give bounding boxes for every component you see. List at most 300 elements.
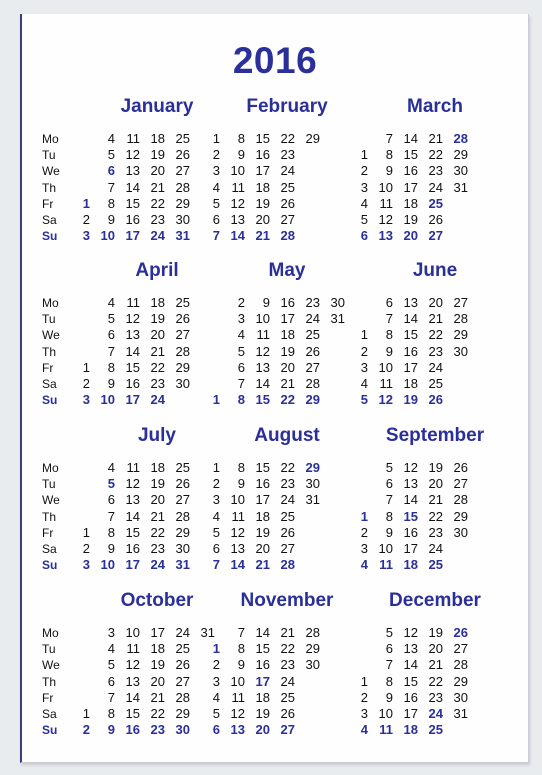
- day-cell: 12: [230, 706, 245, 721]
- day-cell: 28: [280, 228, 295, 244]
- day-cell: 27: [280, 541, 295, 556]
- day-cell: 21: [280, 625, 295, 640]
- day-cell: 20: [428, 476, 443, 492]
- day-cell: 19: [150, 147, 165, 163]
- day-cell: 5: [107, 657, 115, 673]
- day-cell: 4: [212, 689, 220, 705]
- day-cell: 29: [305, 392, 320, 408]
- day-cell: 27: [175, 163, 190, 179]
- day-cell: 5: [107, 311, 115, 327]
- day-cell: 28: [175, 179, 190, 195]
- day-cell: 13: [403, 641, 418, 657]
- day-cell: 14: [125, 508, 140, 524]
- day-label-tu: Tu: [42, 312, 56, 327]
- day-cell: 29: [453, 327, 468, 343]
- day-cell: 1: [212, 641, 220, 657]
- day-cell: 5: [107, 476, 115, 492]
- day-cell: 11: [231, 179, 245, 195]
- day-cell: 2: [212, 147, 220, 163]
- day-cell: 25: [428, 376, 443, 391]
- day-cell: 30: [453, 689, 468, 705]
- day-cell: 8: [107, 524, 115, 540]
- day-cell: 29: [453, 147, 468, 163]
- day-cell: 24: [280, 163, 295, 179]
- day-cell: 31: [200, 625, 215, 640]
- day-cell: 22: [150, 706, 165, 721]
- day-cell: 23: [428, 689, 443, 705]
- day-cell: 5: [360, 392, 368, 408]
- day-cell: 7: [385, 131, 393, 146]
- day-cell: 25: [305, 327, 320, 343]
- day-cell: 19: [150, 311, 165, 327]
- day-cell: 30: [453, 524, 468, 540]
- day-cell: 30: [175, 722, 190, 738]
- day-cell: 11: [126, 460, 140, 475]
- day-label-sa: Sa: [42, 213, 57, 227]
- month-june: [350, 260, 520, 408]
- day-cell: 27: [428, 228, 443, 244]
- day-cell: 12: [230, 195, 245, 211]
- day-cell: 9: [237, 476, 245, 492]
- day-cell: 3: [360, 541, 368, 556]
- day-cell: 15: [403, 673, 418, 689]
- month-name: November: [240, 590, 334, 611]
- month-december: [350, 590, 520, 738]
- day-cell: 21: [255, 557, 270, 573]
- day-cell: 24: [280, 673, 295, 689]
- day-cell: 26: [428, 212, 443, 227]
- day-cell: 13: [403, 295, 418, 310]
- day-cell: 6: [237, 359, 245, 375]
- day-cell: 24: [428, 179, 443, 195]
- day-cell: 29: [453, 508, 468, 524]
- day-cell: 29: [175, 524, 190, 540]
- day-cell: 26: [280, 706, 295, 721]
- day-cell: 12: [125, 476, 140, 492]
- day-cell: 12: [230, 524, 245, 540]
- day-cell: 24: [280, 492, 295, 508]
- day-cell: 24: [305, 311, 320, 327]
- day-cell: 19: [403, 212, 418, 227]
- month-march: [350, 96, 520, 244]
- day-cell: 15: [255, 641, 270, 657]
- day-cell: 31: [305, 492, 320, 508]
- day-cell: 14: [403, 657, 418, 673]
- day-cell: 1: [82, 195, 90, 211]
- day-label-mo: Mo: [42, 626, 59, 640]
- day-cell: 22: [428, 673, 443, 689]
- day-cell: 16: [125, 722, 140, 738]
- day-cell: 23: [150, 376, 165, 391]
- day-cell: 5: [360, 212, 368, 227]
- day-cell: 28: [453, 657, 468, 673]
- day-cell: 19: [150, 657, 165, 673]
- day-cell: 20: [280, 359, 295, 375]
- day-cell: 5: [212, 524, 220, 540]
- day-cell: 11: [379, 195, 393, 211]
- day-cell: 4: [360, 557, 368, 573]
- day-cell: 21: [428, 657, 443, 673]
- day-cell: 6: [212, 212, 220, 227]
- day-label-mo: Mo: [42, 296, 59, 310]
- day-cell: 15: [125, 359, 140, 375]
- day-cell: 18: [255, 508, 270, 524]
- day-cell: 1: [82, 706, 90, 721]
- day-cell: 2: [212, 476, 220, 492]
- day-cell: 10: [100, 392, 115, 408]
- day-cell: 14: [230, 228, 245, 244]
- month-november: [202, 590, 372, 738]
- day-cell: 21: [428, 311, 443, 327]
- day-cell: 2: [82, 212, 90, 227]
- day-cell: 14: [230, 557, 245, 573]
- day-cell: 14: [255, 625, 270, 640]
- day-cell: 30: [330, 295, 345, 310]
- day-cell: 7: [107, 689, 115, 705]
- day-cell: 11: [379, 557, 393, 573]
- day-cell: 21: [150, 343, 165, 359]
- day-cell: 13: [125, 327, 140, 343]
- day-label-we: We: [42, 493, 60, 508]
- day-cell: 2: [360, 689, 368, 705]
- day-cell: 17: [255, 673, 270, 689]
- day-cell: 29: [175, 195, 190, 211]
- day-label-we: We: [42, 658, 60, 673]
- day-cell: 8: [237, 460, 245, 475]
- day-cell: 27: [453, 641, 468, 657]
- day-cell: 28: [280, 557, 295, 573]
- day-cell: 4: [360, 722, 368, 738]
- day-cell: 26: [175, 147, 190, 163]
- day-cell: 8: [385, 327, 393, 343]
- day-cell: 1: [360, 147, 368, 163]
- day-cell: 3: [212, 673, 220, 689]
- day-cell: 8: [385, 508, 393, 524]
- day-cell: 8: [237, 392, 245, 408]
- day-cell: 31: [175, 557, 190, 573]
- day-cell: 23: [280, 476, 295, 492]
- day-cell: 3: [360, 359, 368, 375]
- day-cell: 20: [255, 722, 270, 738]
- day-cell: 6: [107, 163, 115, 179]
- day-cell: 19: [403, 392, 418, 408]
- day-cell: 24: [428, 706, 443, 721]
- day-cell: 9: [385, 163, 393, 179]
- day-cell: 4: [107, 641, 115, 657]
- day-cell: 24: [428, 541, 443, 556]
- day-cell: 12: [125, 311, 140, 327]
- day-cell: 24: [150, 228, 165, 244]
- day-cell: 18: [255, 179, 270, 195]
- day-cell: 15: [255, 131, 270, 146]
- day-cell: 30: [305, 476, 320, 492]
- month-name: February: [246, 96, 328, 117]
- day-cell: 25: [175, 641, 190, 657]
- day-cell: 10: [378, 179, 393, 195]
- day-cell: 1: [82, 359, 90, 375]
- day-cell: 13: [378, 228, 393, 244]
- day-cell: 21: [150, 179, 165, 195]
- day-cell: 16: [255, 147, 270, 163]
- day-cell: 8: [385, 147, 393, 163]
- day-cell: 29: [305, 131, 320, 146]
- day-cell: 28: [175, 343, 190, 359]
- day-cell: 16: [403, 163, 418, 179]
- day-cell: 1: [212, 131, 220, 146]
- day-cell: 23: [428, 163, 443, 179]
- day-cell: 2: [82, 376, 90, 391]
- day-cell: 10: [230, 492, 245, 508]
- day-cell: 24: [150, 392, 165, 408]
- day-cell: 25: [280, 508, 295, 524]
- day-cell: 18: [150, 295, 165, 310]
- day-cell: 27: [280, 722, 295, 738]
- day-cell: 21: [150, 689, 165, 705]
- day-cell: 3: [212, 492, 220, 508]
- day-cell: 3: [360, 179, 368, 195]
- day-cell: 30: [453, 163, 468, 179]
- day-cell: 29: [305, 641, 320, 657]
- day-cell: 10: [100, 228, 115, 244]
- day-label-mo: Mo: [42, 461, 59, 475]
- day-cell: 10: [378, 541, 393, 556]
- day-cell: 26: [428, 392, 443, 408]
- day-cell: 23: [428, 524, 443, 540]
- day-cell: 26: [175, 311, 190, 327]
- day-cell: 24: [175, 625, 190, 640]
- calendar-year-title: 2016: [232, 40, 318, 81]
- day-cell: 12: [403, 625, 418, 640]
- day-cell: 9: [107, 376, 115, 391]
- day-cell: 15: [403, 147, 418, 163]
- day-cell: 6: [212, 722, 220, 738]
- day-cell: 16: [403, 343, 418, 359]
- day-cell: 9: [107, 212, 115, 227]
- month-name: April: [135, 260, 179, 281]
- day-cell: 2: [82, 722, 90, 738]
- day-cell: 4: [360, 195, 368, 211]
- day-cell: 28: [305, 376, 320, 391]
- month-february: [202, 96, 372, 244]
- day-cell: 11: [126, 295, 140, 310]
- day-cell: 16: [255, 476, 270, 492]
- day-cell: 9: [237, 147, 245, 163]
- month-name: September: [385, 425, 485, 446]
- day-cell: 10: [255, 311, 270, 327]
- day-cell: 16: [255, 657, 270, 673]
- day-cell: 1: [360, 673, 368, 689]
- day-cell: 9: [385, 343, 393, 359]
- day-cell: 10: [100, 557, 115, 573]
- day-cell: 10: [378, 706, 393, 721]
- day-cell: 11: [256, 327, 270, 343]
- day-cell: 7: [237, 625, 245, 640]
- day-cell: 17: [403, 179, 418, 195]
- day-cell: 12: [125, 147, 140, 163]
- day-cell: 17: [255, 492, 270, 508]
- day-cell: 20: [428, 295, 443, 310]
- day-cell: 19: [255, 195, 270, 211]
- day-cell: 11: [231, 689, 245, 705]
- day-cell: 9: [107, 541, 115, 556]
- day-cell: 17: [125, 557, 140, 573]
- day-cell: 23: [280, 147, 295, 163]
- day-cell: 31: [453, 706, 468, 721]
- day-label-su: Su: [42, 723, 58, 738]
- day-cell: 31: [453, 179, 468, 195]
- day-cell: 11: [379, 376, 393, 391]
- day-label-we: We: [42, 328, 60, 343]
- day-cell: 20: [428, 641, 443, 657]
- day-cell: 29: [175, 706, 190, 721]
- day-cell: 12: [378, 212, 393, 227]
- day-cell: 13: [125, 492, 140, 508]
- day-cell: 4: [237, 327, 245, 343]
- day-cell: 13: [230, 541, 245, 556]
- calendar-card: [20, 14, 529, 763]
- day-cell: 15: [255, 392, 270, 408]
- day-cell: 6: [385, 641, 393, 657]
- day-cell: 30: [305, 657, 320, 673]
- day-label-tu: Tu: [42, 148, 56, 163]
- day-cell: 16: [403, 524, 418, 540]
- day-cell: 26: [280, 524, 295, 540]
- day-cell: 2: [237, 295, 245, 310]
- day-cell: 21: [150, 508, 165, 524]
- day-cell: 25: [280, 179, 295, 195]
- day-label-su: Su: [42, 558, 58, 573]
- day-cell: 29: [453, 673, 468, 689]
- day-cell: 27: [453, 476, 468, 492]
- day-cell: 4: [107, 460, 115, 475]
- day-cell: 6: [107, 673, 115, 689]
- day-cell: 18: [150, 131, 165, 146]
- day-cell: 15: [255, 460, 270, 475]
- day-cell: 8: [385, 673, 393, 689]
- day-cell: 7: [107, 343, 115, 359]
- day-cell: 21: [428, 131, 443, 146]
- month-name: August: [254, 425, 320, 446]
- day-cell: 25: [428, 195, 443, 211]
- day-cell: 2: [360, 163, 368, 179]
- day-label-th: Th: [42, 344, 57, 359]
- day-cell: 2: [360, 524, 368, 540]
- day-cell: 19: [428, 625, 443, 640]
- day-cell: 13: [230, 722, 245, 738]
- day-cell: 8: [107, 706, 115, 721]
- day-cell: 14: [255, 376, 270, 391]
- day-cell: 17: [403, 359, 418, 375]
- day-cell: 18: [150, 460, 165, 475]
- day-cell: 1: [360, 508, 368, 524]
- day-cell: 3: [212, 163, 220, 179]
- day-cell: 28: [175, 508, 190, 524]
- day-cell: 7: [385, 492, 393, 508]
- day-cell: 23: [150, 541, 165, 556]
- day-cell: 7: [385, 311, 393, 327]
- day-cell: 25: [428, 722, 443, 738]
- day-cell: 4: [212, 179, 220, 195]
- day-cell: 14: [125, 179, 140, 195]
- day-cell: 12: [403, 460, 418, 475]
- day-cell: 13: [125, 163, 140, 179]
- day-cell: 19: [255, 524, 270, 540]
- day-cell: 22: [280, 131, 295, 146]
- month-september: [350, 425, 520, 573]
- day-cell: 7: [237, 376, 245, 391]
- day-cell: 30: [175, 212, 190, 227]
- day-cell: 18: [150, 641, 165, 657]
- day-cell: 25: [428, 557, 443, 573]
- day-cell: 20: [150, 163, 165, 179]
- day-label-fr: Fr: [42, 525, 54, 540]
- day-cell: 30: [453, 343, 468, 359]
- day-cell: 14: [125, 689, 140, 705]
- day-cell: 30: [175, 541, 190, 556]
- day-cell: 21: [255, 228, 270, 244]
- month-may: [202, 260, 372, 408]
- day-cell: 16: [125, 541, 140, 556]
- day-cell: 5: [385, 625, 393, 640]
- day-cell: 26: [453, 460, 468, 475]
- day-cell: 22: [280, 460, 295, 475]
- day-cell: 23: [305, 295, 320, 310]
- day-cell: 22: [150, 359, 165, 375]
- day-cell: 10: [230, 673, 245, 689]
- day-cell: 16: [280, 295, 295, 310]
- day-cell: 31: [175, 228, 190, 244]
- day-cell: 1: [360, 327, 368, 343]
- day-cell: 6: [385, 295, 393, 310]
- day-label-mo: Mo: [42, 132, 59, 146]
- day-cell: 18: [255, 689, 270, 705]
- day-cell: 1: [212, 460, 220, 475]
- day-cell: 28: [453, 311, 468, 327]
- day-label-su: Su: [42, 229, 58, 244]
- day-cell: 4: [107, 131, 115, 146]
- day-cell: 14: [403, 492, 418, 508]
- day-cell: 26: [175, 657, 190, 673]
- day-cell: 8: [107, 195, 115, 211]
- day-cell: 6: [107, 492, 115, 508]
- day-cell: 31: [330, 311, 345, 327]
- day-cell: 12: [125, 657, 140, 673]
- day-cell: 22: [150, 195, 165, 211]
- day-cell: 5: [107, 147, 115, 163]
- day-cell: 8: [107, 359, 115, 375]
- day-cell: 26: [305, 343, 320, 359]
- day-label-tu: Tu: [42, 477, 56, 492]
- day-cell: 25: [175, 460, 190, 475]
- day-cell: 23: [280, 657, 295, 673]
- month-name: December: [389, 590, 481, 611]
- day-cell: 1: [212, 392, 220, 408]
- day-cell: 3: [82, 557, 90, 573]
- day-cell: 11: [126, 131, 140, 146]
- day-cell: 9: [237, 657, 245, 673]
- day-cell: 22: [150, 524, 165, 540]
- day-label-su: Su: [42, 393, 58, 408]
- day-label-fr: Fr: [42, 690, 54, 705]
- day-cell: 14: [125, 343, 140, 359]
- day-cell: 22: [428, 508, 443, 524]
- day-cell: 6: [385, 476, 393, 492]
- day-cell: 17: [125, 228, 140, 244]
- day-cell: 16: [125, 212, 140, 227]
- day-cell: 25: [175, 131, 190, 146]
- day-cell: 11: [126, 641, 140, 657]
- day-cell: 29: [305, 460, 320, 475]
